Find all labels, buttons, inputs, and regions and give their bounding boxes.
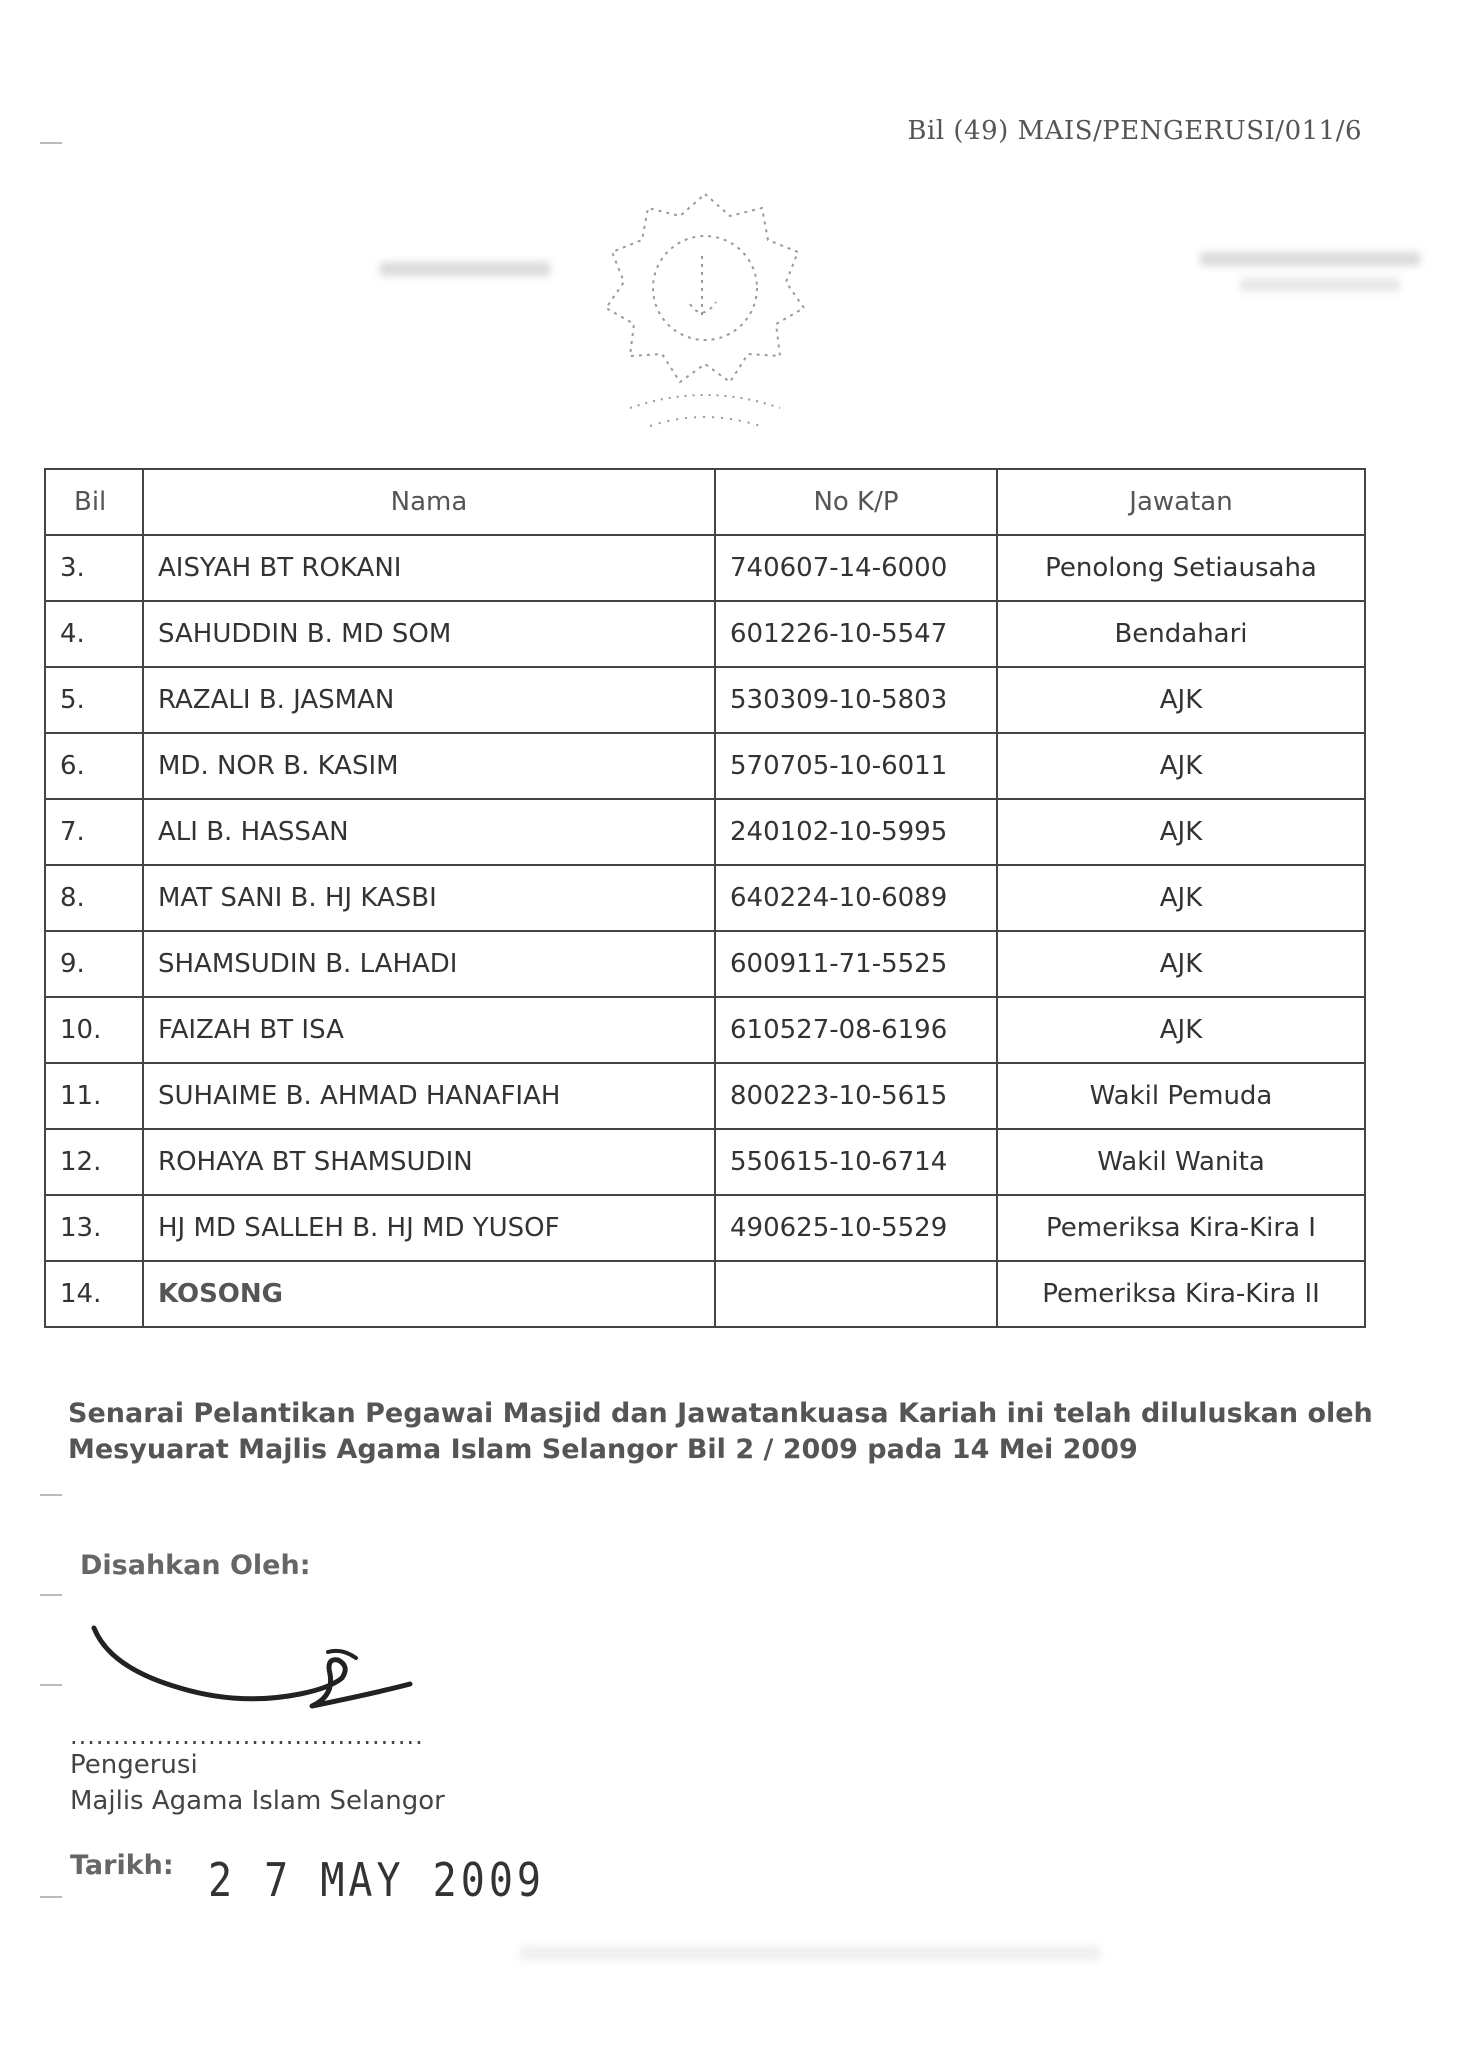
signatory-organization: Majlis Agama Islam Selangor — [70, 1786, 445, 1816]
appointment-table — [44, 468, 1366, 1328]
row-nama: SHAMSUDIN B. LAHADI — [143, 931, 715, 997]
table-row — [45, 733, 1365, 799]
row-no-kp: 800223-10-5615 — [715, 1063, 997, 1129]
row-no-kp: 570705-10-6011 — [715, 733, 997, 799]
approved-by-label: Disahkan Oleh: — [80, 1550, 311, 1581]
table-row — [45, 667, 1365, 733]
row-jawatan: Bendahari — [997, 601, 1365, 667]
table-row — [45, 799, 1365, 865]
row-bil: 8. — [45, 865, 143, 931]
row-no-kp: 610527-08-6196 — [715, 997, 997, 1063]
crest-emblem-icon — [590, 186, 820, 436]
row-no-kp: 530309-10-5803 — [715, 667, 997, 733]
row-jawatan: Penolong Setiausaha — [997, 535, 1365, 601]
row-nama: ROHAYA BT SHAMSUDIN — [143, 1129, 715, 1195]
row-nama: SUHAIME B. AHMAD HANAFIAH — [143, 1063, 715, 1129]
row-jawatan: Wakil Pemuda — [997, 1063, 1365, 1129]
table-row — [45, 1129, 1365, 1195]
header-bil: Bil — [45, 469, 143, 535]
blurred-header-right — [1200, 252, 1420, 266]
row-nama: SAHUDDIN B. MD SOM — [143, 601, 715, 667]
signature-dotted-line: ......................................... — [70, 1722, 424, 1750]
row-no-kp — [715, 1261, 997, 1327]
approval-note-line-2: Mesyuarat Majlis Agama Islam Selangor Bil 2 / 2009 pada 14 Mei 2009 — [68, 1434, 1138, 1465]
row-bil: 14. — [45, 1261, 143, 1327]
header-jawatan: Jawatan — [997, 469, 1365, 535]
row-no-kp: 600911-71-5525 — [715, 931, 997, 997]
row-jawatan: AJK — [997, 799, 1365, 865]
row-jawatan: Pemeriksa Kira-Kira I — [997, 1195, 1365, 1261]
table-row — [45, 865, 1365, 931]
table-row — [45, 931, 1365, 997]
table-row — [45, 1063, 1365, 1129]
row-bil: 5. — [45, 667, 143, 733]
row-nama: KOSONG — [143, 1261, 715, 1327]
header-no-kp: No K/P — [715, 469, 997, 535]
row-no-kp: 550615-10-6714 — [715, 1129, 997, 1195]
row-bil: 10. — [45, 997, 143, 1063]
row-bil: 13. — [45, 1195, 143, 1261]
row-jawatan: AJK — [997, 733, 1365, 799]
row-nama: AISYAH BT ROKANI — [143, 535, 715, 601]
margin-mark — [40, 1594, 62, 1596]
reference-number: Bil (49) MAIS/PENGERUSI/011/6 — [907, 116, 1362, 146]
table-row — [45, 1261, 1365, 1327]
row-jawatan: AJK — [997, 931, 1365, 997]
row-jawatan: Pemeriksa Kira-Kira II — [997, 1261, 1365, 1327]
row-nama: FAIZAH BT ISA — [143, 997, 715, 1063]
row-jawatan: AJK — [997, 997, 1365, 1063]
row-bil: 6. — [45, 733, 143, 799]
row-jawatan: AJK — [997, 667, 1365, 733]
row-bil: 12. — [45, 1129, 143, 1195]
table-row — [45, 601, 1365, 667]
row-bil: 3. — [45, 535, 143, 601]
signatory-title: Pengerusi — [70, 1750, 198, 1780]
approval-note — [68, 1396, 1373, 1468]
row-jawatan: AJK — [997, 865, 1365, 931]
margin-mark — [40, 1684, 62, 1686]
table-header-row — [45, 469, 1365, 535]
date-label: Tarikh: — [70, 1850, 174, 1881]
signature-mark — [80, 1608, 440, 1738]
row-nama: HJ MD SALLEH B. HJ MD YUSOF — [143, 1195, 715, 1261]
margin-mark — [40, 142, 62, 144]
row-nama: ALI B. HASSAN — [143, 799, 715, 865]
approval-note-line-1: Senarai Pelantikan Pegawai Masjid dan Jawatankuasa Kariah ini telah diluluskan oleh — [68, 1398, 1373, 1429]
table-row — [45, 535, 1365, 601]
row-nama: RAZALI B. JASMAN — [143, 667, 715, 733]
row-jawatan: Wakil Wanita — [997, 1129, 1365, 1195]
header-nama: Nama — [143, 469, 715, 535]
row-nama: MD. NOR B. KASIM — [143, 733, 715, 799]
row-bil: 9. — [45, 931, 143, 997]
table-row — [45, 997, 1365, 1063]
row-bil: 7. — [45, 799, 143, 865]
row-no-kp: 240102-10-5995 — [715, 799, 997, 865]
row-no-kp: 601226-10-5547 — [715, 601, 997, 667]
table-row — [45, 1195, 1365, 1261]
row-nama: MAT SANI B. HJ KASBI — [143, 865, 715, 931]
margin-mark — [40, 1494, 62, 1496]
margin-mark — [40, 1896, 62, 1898]
row-bil: 11. — [45, 1063, 143, 1129]
row-no-kp: 740607-14-6000 — [715, 535, 997, 601]
row-bil: 4. — [45, 601, 143, 667]
date-stamp: 2 7 MAY 2009 — [208, 1854, 545, 1908]
blurred-header-left — [380, 262, 550, 276]
row-no-kp: 640224-10-6089 — [715, 865, 997, 931]
row-no-kp: 490625-10-5529 — [715, 1195, 997, 1261]
blurred-footer — [520, 1946, 1100, 1960]
blurred-header-right-2 — [1240, 278, 1400, 292]
